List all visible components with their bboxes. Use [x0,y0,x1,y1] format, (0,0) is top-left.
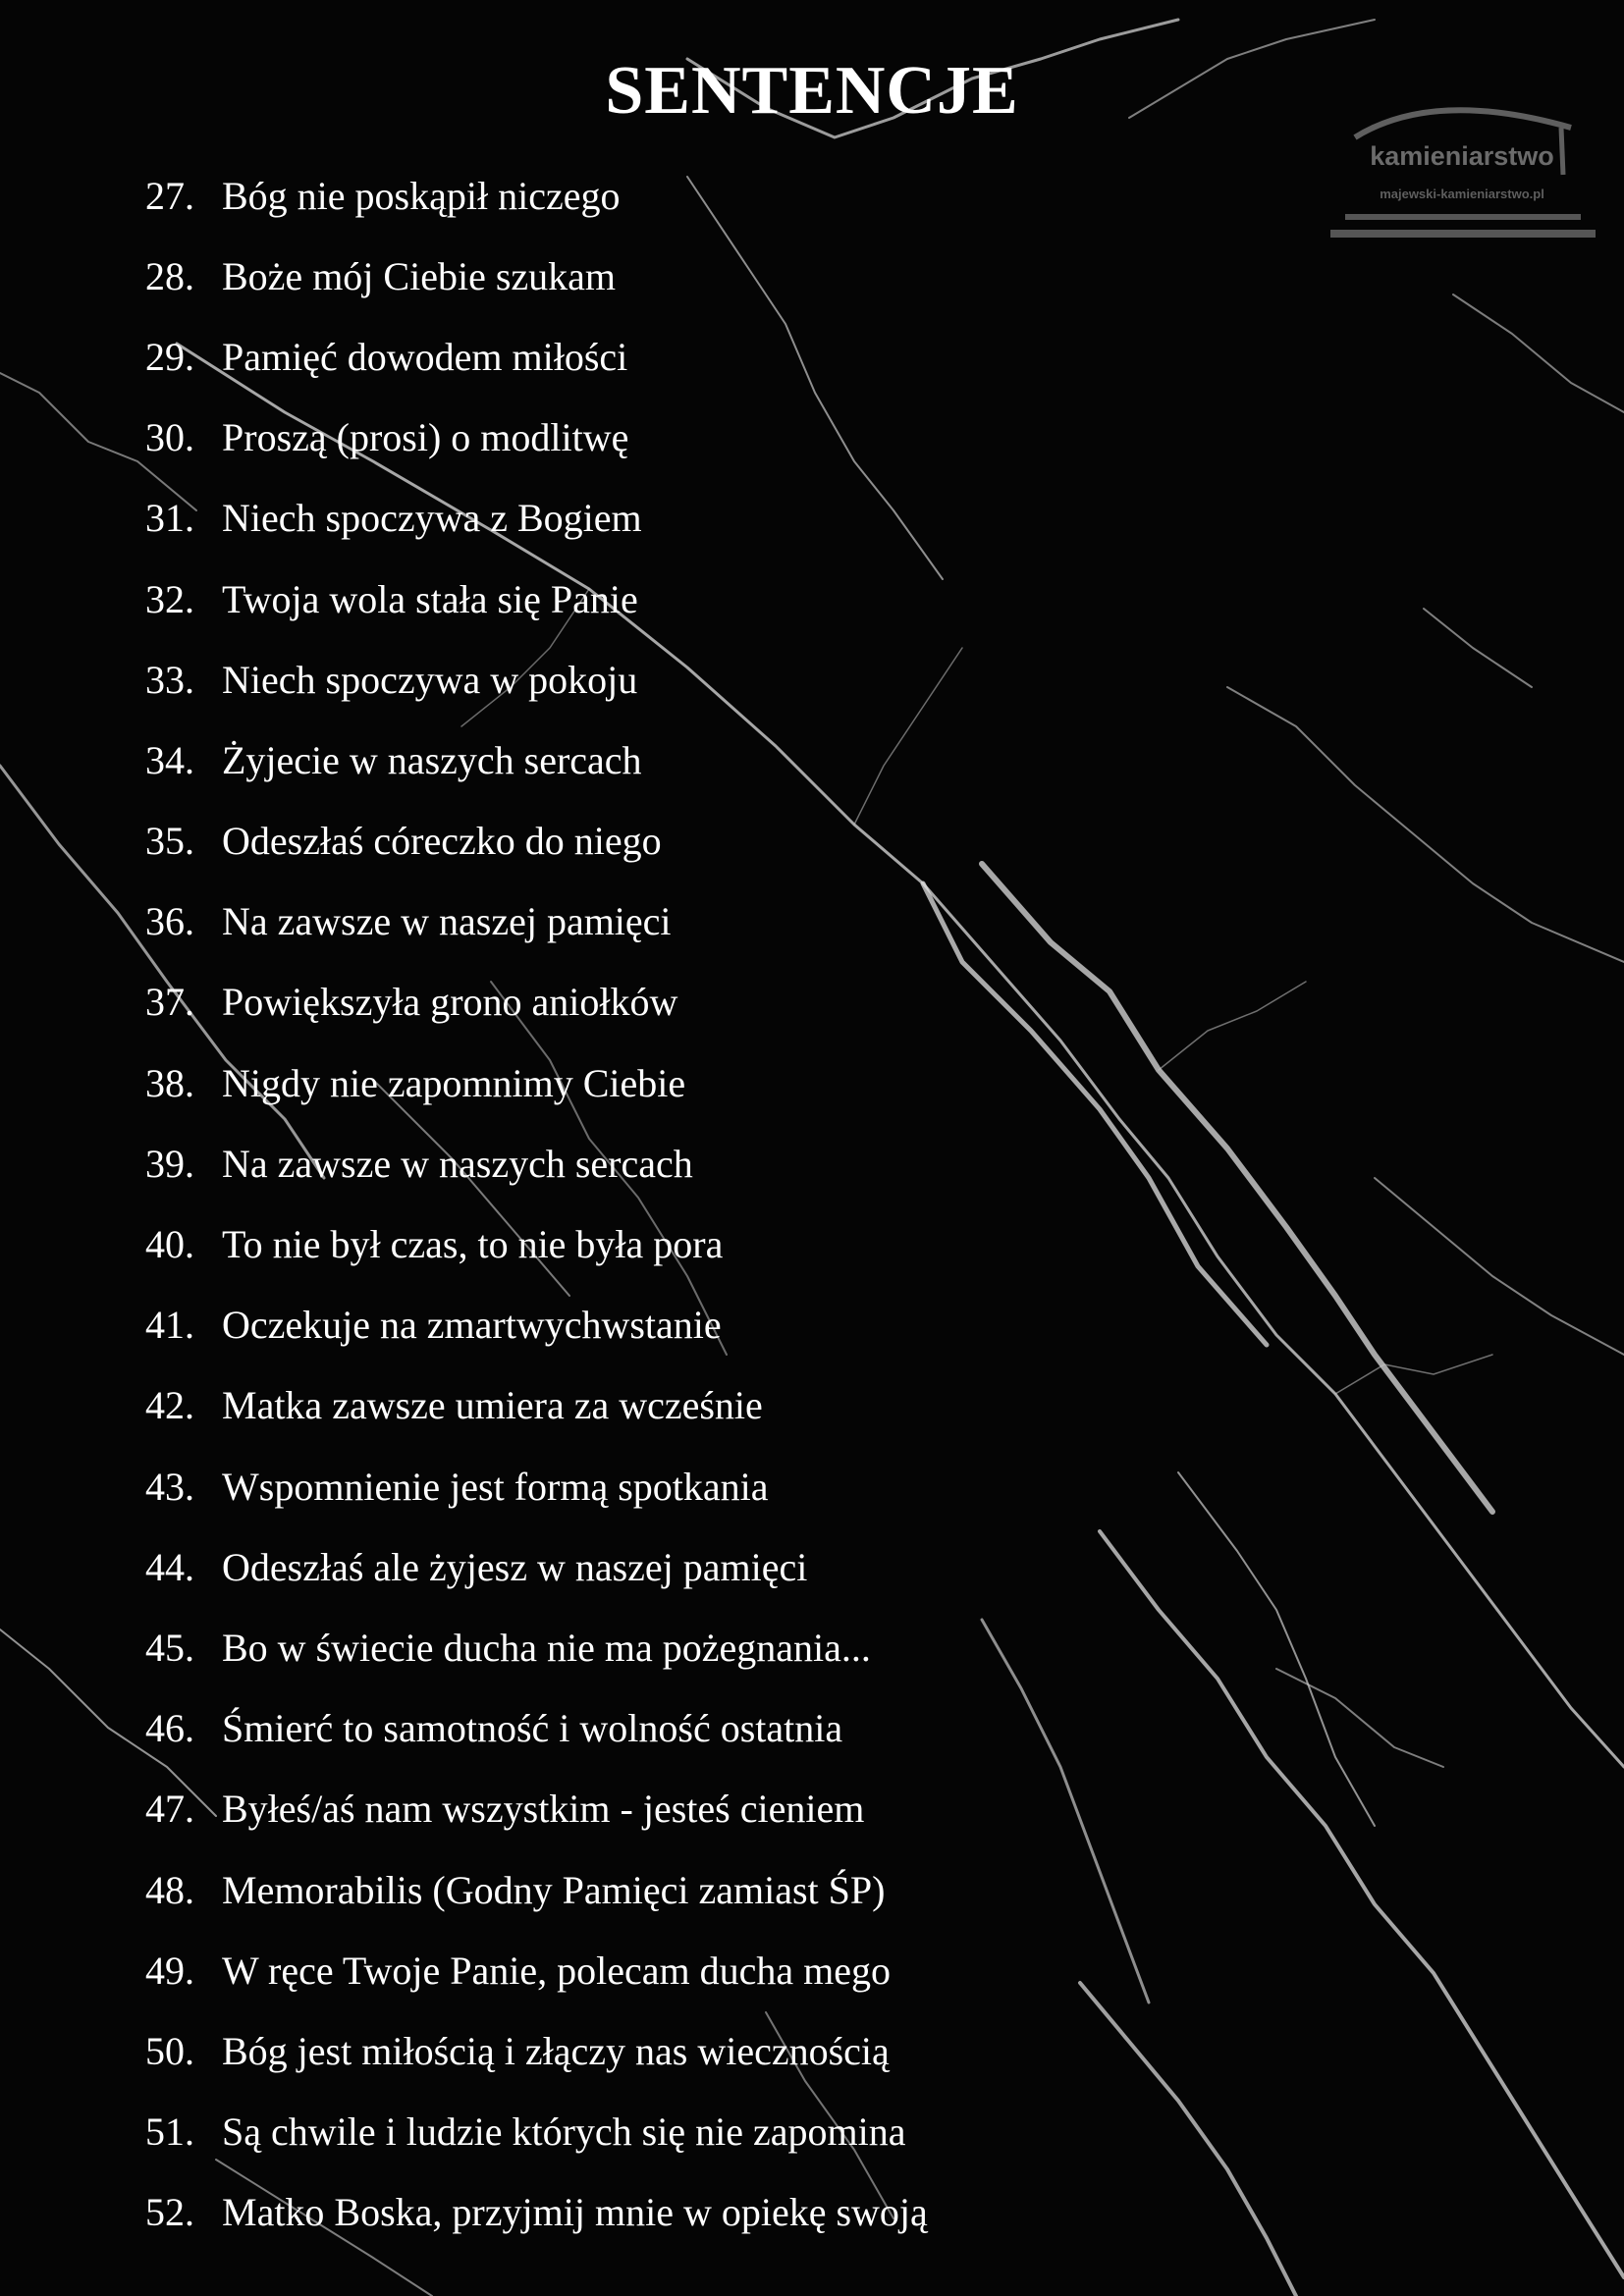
sentence-number: 51. [145,2109,194,2155]
list-item [145,639,928,720]
sentence-number: 30. [145,415,194,460]
sentence-text: W ręce Twoje Panie, polecam ducha mego [222,1948,892,1993]
sentence-text: Bo w świecie ducha nie ma pożegnania... [222,1625,871,1670]
list-item [145,1526,928,1607]
sentence-number: 45. [145,1625,194,1670]
sentence-number: 52. [145,2190,194,2235]
sentence-text: Twoja wola stała się Panie [222,576,638,621]
list-item [145,155,928,236]
sentence-text: Proszą (prosi) o modlitwę [222,415,629,460]
sentence-number: 32. [145,576,194,621]
list-item [145,1042,928,1123]
sentence-number: 38. [145,1060,194,1105]
list-item [145,881,928,962]
list-item [145,801,928,881]
sentence-number: 46. [145,1706,194,1751]
sentence-text: Byłeś/aś nam wszystkim - jesteś cieniem [222,1787,865,1832]
logo-roof-icon [1326,98,1596,245]
list-item [145,1285,928,1365]
page-title: SENTENCJE [605,53,1019,129]
sentence-number: 31. [145,496,194,541]
sentence-number: 35. [145,819,194,864]
sentence-text: Bóg jest miłością i złączy nas wiecznością [222,2028,890,2073]
list-item [145,1688,928,1769]
sentence-number: 27. [145,173,194,218]
sentence-text: Boże mój Ciebie szukam [222,253,617,298]
sentence-list [145,155,928,2253]
sentence-number: 28. [145,253,194,298]
sentence-number: 43. [145,1464,194,1509]
sentence-text: Niech spoczywa w pokoju [222,657,638,702]
list-item [145,398,928,478]
list-item [145,478,928,559]
list-item [145,720,928,800]
sentence-text: Na zawsze w naszej pamięci [222,899,672,944]
sentence-number: 33. [145,657,194,702]
sentence-number: 36. [145,899,194,944]
list-item [145,2172,928,2253]
logo-url: majewski-kamieniarstwo.pl [1380,187,1544,201]
sentence-text: Pamięć dowodem miłości [222,334,628,379]
logo-name: kamieniarstwo [1370,141,1554,171]
sentence-number: 49. [145,1948,194,1993]
company-logo [1326,98,1596,245]
sentence-text: Matka zawsze umiera za wcześnie [222,1383,763,1428]
sentence-number: 44. [145,1544,194,1589]
sentence-number: 34. [145,737,194,782]
list-item [145,1607,928,1687]
list-item [145,1849,928,1930]
sentence-number: 37. [145,980,194,1025]
sentence-number: 47. [145,1787,194,1832]
list-item [145,1446,928,1526]
list-item [145,1930,928,2010]
sentence-number: 42. [145,1383,194,1428]
list-item [145,1769,928,1849]
sentence-text: Odeszłaś ale żyjesz w naszej pamięci [222,1544,808,1589]
sentence-text: Memorabilis (Godny Pamięci zamiast ŚP) [222,1867,886,1912]
sentence-text: Na zawsze w naszych sercach [222,1141,693,1186]
sentence-number: 50. [145,2028,194,2073]
list-item [145,316,928,397]
sentence-text: Niech spoczywa z Bogiem [222,496,642,541]
sentence-number: 48. [145,1867,194,1912]
sentence-number: 41. [145,1303,194,1348]
sentence-number: 39. [145,1141,194,1186]
sentence-text: Śmierć to samotność i wolność ostatnia [222,1706,843,1751]
sentence-text: Żyjecie w naszych sercach [222,737,642,782]
list-item [145,236,928,316]
sentence-text: Matko Boska, przyjmij mnie w opiekę swoją [222,2190,928,2235]
list-item [145,2092,928,2172]
sentence-number: 29. [145,334,194,379]
sentence-number: 40. [145,1222,194,1267]
sentence-text: To nie był czas, to nie była pora [222,1222,724,1267]
sentence-text: Oczekuje na zmartwychwstanie [222,1303,722,1348]
list-item [145,962,928,1042]
sentence-text: Odeszłaś córeczko do niego [222,819,662,864]
sentence-text: Są chwile i ludzie których się nie zapomina [222,2109,906,2155]
list-item [145,1123,928,1203]
sentence-text: Powiększyła grono aniołków [222,980,678,1025]
sentence-text: Bóg nie poskąpił niczego [222,173,621,218]
list-item [145,559,928,639]
list-item [145,1203,928,1284]
list-item [145,2010,928,2091]
list-item [145,1365,928,1446]
sentence-text: Wspomnienie jest formą spotkania [222,1464,769,1509]
sentence-text: Nigdy nie zapomnimy Ciebie [222,1060,686,1105]
